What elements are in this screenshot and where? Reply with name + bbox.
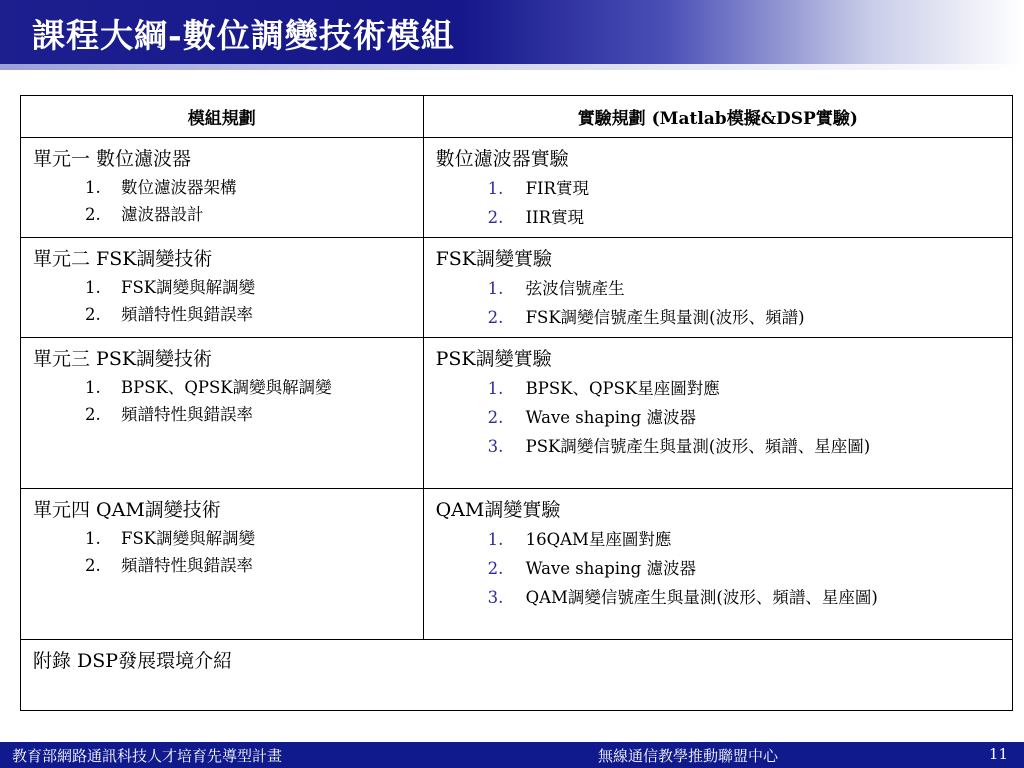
item-number: 2. bbox=[487, 559, 504, 578]
footer-organization: 無線通信教學推動聯盟中心 bbox=[598, 747, 779, 765]
module-items bbox=[33, 374, 411, 428]
list-item bbox=[33, 525, 411, 552]
item-text: FSK調變與解調變 bbox=[121, 529, 256, 548]
experiment-cell bbox=[423, 338, 1012, 489]
experiment-cell bbox=[423, 138, 1012, 238]
item-number: 2. bbox=[85, 556, 101, 575]
item-number: 1. bbox=[85, 529, 101, 548]
item-text: QAM調變信號產生與量測(波形、頻譜、星座圖) bbox=[525, 588, 878, 607]
experiment-items bbox=[436, 525, 1000, 612]
item-number: 1. bbox=[85, 178, 101, 197]
experiment-items bbox=[436, 374, 1000, 461]
experiment-title: FSK調變實驗 bbox=[435, 248, 552, 270]
item-text: 頻譜特性與錯誤率 bbox=[121, 405, 253, 424]
item-number: 1. bbox=[487, 530, 504, 549]
item-number: 2. bbox=[487, 208, 504, 227]
item-text: BPSK、QPSK星座圖對應 bbox=[525, 379, 720, 398]
item-number: 2. bbox=[487, 408, 504, 427]
item-text: 弦波信號產生 bbox=[525, 279, 625, 298]
item-text: 數位濾波器架構 bbox=[121, 178, 237, 197]
table-row bbox=[21, 489, 1013, 640]
list-item bbox=[436, 174, 1000, 203]
item-text: FIR實現 bbox=[525, 179, 589, 198]
table-row bbox=[21, 238, 1013, 338]
appendix-title: 附錄 DSP發展環境介紹 bbox=[33, 650, 233, 672]
title-underline bbox=[0, 64, 1024, 70]
title-bar bbox=[0, 0, 1024, 64]
item-text: 頻譜特性與錯誤率 bbox=[121, 305, 253, 324]
experiment-cell bbox=[423, 238, 1012, 338]
item-text: 頻譜特性與錯誤率 bbox=[121, 556, 253, 575]
module-title: 單元三 PSK調變技術 bbox=[33, 348, 213, 370]
list-item bbox=[33, 401, 411, 428]
list-item bbox=[33, 552, 411, 579]
module-cell bbox=[21, 238, 424, 338]
module-items bbox=[33, 525, 411, 579]
course-outline-table bbox=[20, 95, 1013, 711]
list-item bbox=[33, 374, 411, 401]
header-experiment-plan: 實驗規劃 (Matlab模擬&DSP實驗) bbox=[423, 96, 1012, 138]
header-module-plan: 模組規劃 bbox=[21, 96, 424, 138]
experiment-items bbox=[436, 274, 1000, 332]
list-item bbox=[436, 432, 1000, 461]
item-text: FSK調變與解調變 bbox=[121, 278, 256, 297]
experiment-cell bbox=[423, 489, 1012, 640]
list-item bbox=[436, 203, 1000, 232]
table-header-row bbox=[21, 96, 1013, 138]
page-number: 11 bbox=[988, 745, 1008, 763]
experiment-title: 數位濾波器實驗 bbox=[435, 148, 569, 170]
item-number: 1. bbox=[487, 179, 504, 198]
item-number: 1. bbox=[85, 378, 101, 397]
list-item bbox=[33, 274, 411, 301]
item-number: 2. bbox=[85, 305, 101, 324]
item-text: PSK調變信號產生與量測(波形、頻譜、星座圖) bbox=[525, 437, 871, 456]
experiment-title: QAM調變實驗 bbox=[435, 499, 561, 521]
list-item bbox=[436, 554, 1000, 583]
item-text: FSK調變信號產生與量測(波形、頻譜) bbox=[525, 308, 805, 327]
item-text: 16QAM星座圖對應 bbox=[525, 530, 672, 549]
list-item bbox=[436, 525, 1000, 554]
item-number: 3. bbox=[487, 588, 504, 607]
list-item bbox=[33, 301, 411, 328]
appendix-row bbox=[21, 640, 1013, 711]
footer-program-name: 教育部網路通訊科技人才培育先導型計畫 bbox=[12, 747, 283, 765]
table-row bbox=[21, 338, 1013, 489]
item-text: Wave shaping 濾波器 bbox=[525, 559, 696, 578]
item-text: 濾波器設計 bbox=[121, 205, 204, 224]
footer-bar bbox=[0, 742, 1024, 768]
module-items bbox=[33, 274, 411, 328]
experiment-title: PSK調變實驗 bbox=[435, 348, 552, 370]
list-item bbox=[436, 274, 1000, 303]
item-text: Wave shaping 濾波器 bbox=[525, 408, 696, 427]
experiment-items bbox=[436, 174, 1000, 232]
slide-title: 課程大綱-數位調變技術模組 bbox=[32, 16, 455, 55]
item-number: 1. bbox=[85, 278, 101, 297]
table-row bbox=[21, 138, 1013, 238]
module-cell bbox=[21, 138, 424, 238]
item-text: BPSK、QPSK調變與解調變 bbox=[121, 378, 332, 397]
module-title: 單元一 數位濾波器 bbox=[33, 148, 192, 170]
list-item bbox=[33, 174, 411, 201]
list-item bbox=[436, 303, 1000, 332]
item-number: 2. bbox=[85, 205, 101, 224]
module-cell bbox=[21, 338, 424, 489]
module-items bbox=[33, 174, 411, 228]
list-item bbox=[436, 403, 1000, 432]
item-number: 2. bbox=[487, 308, 504, 327]
appendix-cell bbox=[21, 640, 1013, 711]
list-item bbox=[436, 583, 1000, 612]
module-title: 單元四 QAM調變技術 bbox=[33, 499, 221, 521]
item-number: 1. bbox=[487, 379, 504, 398]
item-number: 3. bbox=[487, 437, 504, 456]
module-title: 單元二 FSK調變技術 bbox=[33, 248, 213, 270]
list-item bbox=[33, 201, 411, 228]
item-text: IIR實現 bbox=[525, 208, 585, 227]
item-number: 1. bbox=[487, 279, 504, 298]
item-number: 2. bbox=[85, 405, 101, 424]
module-cell bbox=[21, 489, 424, 640]
list-item bbox=[436, 374, 1000, 403]
